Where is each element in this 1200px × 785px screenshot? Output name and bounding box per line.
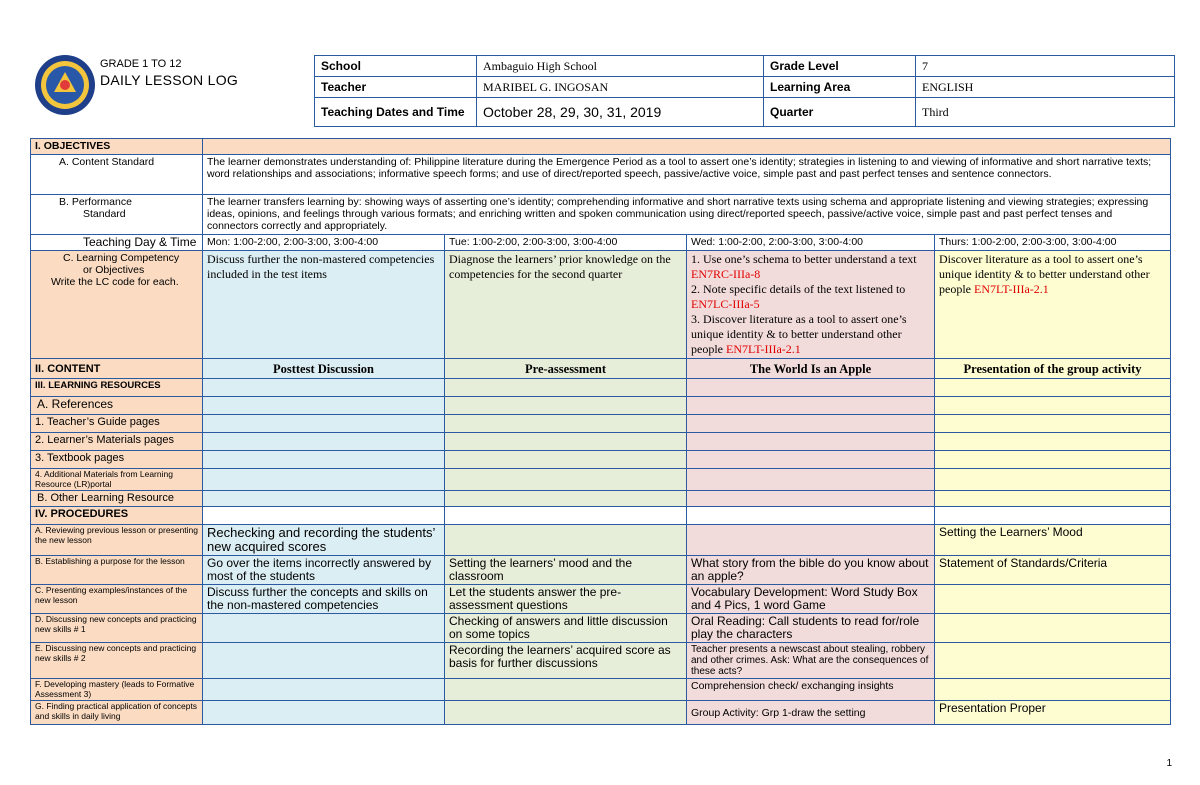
lc-code: EN7LT-IIIa-2.1 <box>974 282 1049 296</box>
content-standard-label: A. Content Standard <box>31 155 203 195</box>
procedure-row <box>31 556 1171 585</box>
empty-cell <box>687 507 935 525</box>
lc-label-line: C. Learning Competency <box>63 252 180 264</box>
grade-value: 7 <box>916 56 1175 77</box>
school-value: Ambaguio High School <box>477 56 764 77</box>
empty-cell <box>445 415 687 433</box>
procedure-label: E. Discussing new concepts and practicing new skills # 2 <box>31 643 203 679</box>
objectives-heading-fill <box>203 139 1171 155</box>
grade-range: GRADE 1 TO 12 <box>100 58 182 70</box>
quarter-label: Quarter <box>764 98 916 127</box>
performance-standard-row <box>31 195 1171 235</box>
procedure-mon <box>203 701 445 725</box>
lc-mon: Discuss further the non-mastered competencies included in the test items <box>203 251 445 359</box>
procedure-thu <box>935 643 1171 679</box>
resources-row <box>31 379 1171 397</box>
empty-cell <box>687 379 935 397</box>
teaching-day-label: Teaching Day & Time <box>31 235 203 251</box>
content-row <box>31 359 1171 379</box>
performance-label-line: B. Performance <box>59 196 132 208</box>
resources-row <box>31 433 1171 451</box>
empty-cell <box>935 433 1171 451</box>
procedure-mon: Go over the items incorrectly answered by most of the students <box>203 556 445 585</box>
procedure-thu <box>935 614 1171 643</box>
procedure-row <box>31 701 1171 725</box>
procedures-heading: IV. PROCEDURES <box>31 507 203 525</box>
dates-value: October 28, 29, 30, 31, 2019 <box>477 98 764 127</box>
lc-tue: Diagnose the learners’ prior knowledge on the competencies for the second quarter <box>445 251 687 359</box>
empty-cell <box>687 433 935 451</box>
topic-tue: Pre-assessment <box>445 359 687 379</box>
procedure-row <box>31 614 1171 643</box>
lc-wed <box>687 251 935 359</box>
page-number: 1 <box>1166 758 1172 769</box>
resources-row <box>31 491 1171 507</box>
procedure-tue: Checking of answers and little discussion on some topics <box>445 614 687 643</box>
procedure-wed: Oral Reading: Call students to read for/role play the characters <box>687 614 935 643</box>
resources-heading: III. LEARNING RESOURCES <box>31 379 203 397</box>
dates-label: Teaching Dates and Time <box>315 98 477 127</box>
procedure-label: B. Establishing a purpose for the lesson <box>31 556 203 585</box>
lc-wed-item: 1. Use one’s schema to better understand a text <box>691 252 917 266</box>
procedure-tue: Let the students answer the pre-assessment questions <box>445 585 687 614</box>
quarter-value: Third <box>916 98 1175 127</box>
lr-label: 4. Additional Materials from Learning Resource (LR)portal <box>31 469 203 491</box>
tg-label: 1. Teacher’s Guide pages <box>31 415 203 433</box>
grade-label: Grade Level <box>764 56 916 77</box>
tb-label: 3. Textbook pages <box>31 451 203 469</box>
empty-cell <box>687 469 935 491</box>
teaching-day-row <box>31 235 1171 251</box>
procedure-row <box>31 643 1171 679</box>
day-mon: Mon: 1:00-2:00, 2:00-3:00, 3:00-4:00 <box>203 235 445 251</box>
empty-cell <box>203 469 445 491</box>
procedure-tue: Recording the learners’ acquired score as basis for further discussions <box>445 643 687 679</box>
empty-cell <box>935 491 1171 507</box>
empty-cell <box>203 397 445 415</box>
content-standard-row <box>31 155 1171 195</box>
procedures-heading-row <box>31 507 1171 525</box>
teacher-value: MARIBEL G. INGOSAN <box>477 77 764 98</box>
procedure-mon <box>203 643 445 679</box>
procedure-label: G. Finding practical application of concepts and skills in daily living <box>31 701 203 725</box>
info-table <box>314 55 1175 127</box>
empty-cell <box>203 415 445 433</box>
procedure-mon <box>203 679 445 701</box>
procedure-label: F. Developing mastery (leads to Formative Assessment 3) <box>31 679 203 701</box>
empty-cell <box>935 451 1171 469</box>
content-heading: II. CONTENT <box>31 359 203 379</box>
empty-cell <box>203 451 445 469</box>
procedure-thu <box>935 585 1171 614</box>
lc-wed-item: 3. Discover literature as a tool to assert one’s unique identity & to better understand other people <box>691 312 907 356</box>
procedure-thu <box>935 679 1171 701</box>
deped-seal-icon <box>34 54 96 116</box>
empty-cell <box>935 379 1171 397</box>
references-label: A. References <box>31 397 203 415</box>
empty-cell <box>687 397 935 415</box>
procedure-mon: Discuss further the concepts and skills on the non-mastered competencies <box>203 585 445 614</box>
empty-cell <box>935 415 1171 433</box>
procedure-tue <box>445 525 687 556</box>
procedure-label: C. Presenting examples/instances of the new lesson <box>31 585 203 614</box>
other-resource-label: B. Other Learning Resource <box>31 491 203 507</box>
empty-cell <box>935 469 1171 491</box>
resources-row <box>31 415 1171 433</box>
empty-cell <box>687 451 935 469</box>
topic-thu: Presentation of the group activity <box>935 359 1171 379</box>
procedure-mon <box>203 614 445 643</box>
procedure-row <box>31 525 1171 556</box>
lc-code: EN7LT-IIIa-2.1 <box>726 342 801 356</box>
empty-cell <box>203 507 445 525</box>
empty-cell <box>445 397 687 415</box>
resources-row <box>31 451 1171 469</box>
procedure-wed: Teacher presents a newscast about stealing, robbery and other crimes. Ask: What are the consequences of these acts? <box>687 643 935 679</box>
performance-standard-text: The learner transfers learning by: showing ways of asserting one’s identity; comprehending informative and short narrative texts using schema and appropriate listening and viewing strategies; expressing ideas, opinions, and feelings through various formats; and enriching written and spoken communication using direct/reported speech, passive/active voice, simple past and past perfect tenses and connectors correctly and appropriately. <box>203 195 1171 235</box>
log-title: DAILY LESSON LOG <box>100 72 239 88</box>
procedure-thu: Presentation Proper <box>935 701 1171 725</box>
procedure-thu: Setting the Learners’ Mood <box>935 525 1171 556</box>
empty-cell <box>687 415 935 433</box>
empty-cell <box>445 491 687 507</box>
area-label: Learning Area <box>764 77 916 98</box>
lesson-log-table <box>30 138 1171 725</box>
info-row <box>315 77 1175 98</box>
lc-code: EN7RC-IIIa-8 <box>691 267 761 281</box>
procedure-row <box>31 585 1171 614</box>
empty-cell <box>445 379 687 397</box>
content-standard-text: The learner demonstrates understanding of: Philippine literature during the Emergence Period as a tool to assert one’s identity; strategies in listening to and viewing of informative and short narrative texts; word relationships and associations; informative speech forms; and use of direct/reported speech, passive/active voice, simple past and past perfect tenses and sentence connectors. <box>203 155 1171 195</box>
empty-cell <box>445 507 687 525</box>
empty-cell <box>687 491 935 507</box>
info-row <box>315 56 1175 77</box>
resources-row <box>31 397 1171 415</box>
lc-thu-item: Discover literature as a tool to assert one’s unique identity & to better understand other people <box>939 252 1150 296</box>
learning-competency-row <box>31 251 1171 359</box>
learning-competency-label <box>31 251 203 359</box>
teacher-label: Teacher <box>315 77 477 98</box>
empty-cell <box>935 507 1171 525</box>
procedure-tue: Setting the learners’ mood and the classroom <box>445 556 687 585</box>
objectives-heading: I. OBJECTIVES <box>31 139 203 155</box>
procedure-row <box>31 679 1171 701</box>
procedure-wed: Comprehension check/ exchanging insights <box>687 679 935 701</box>
procedure-wed: Group Activity: Grp 1-draw the setting <box>687 701 935 725</box>
empty-cell <box>203 379 445 397</box>
day-thu: Thurs: 1:00-2:00, 2:00-3:00, 3:00-4:00 <box>935 235 1171 251</box>
area-value: ENGLISH <box>916 77 1175 98</box>
empty-cell <box>203 433 445 451</box>
performance-standard-label <box>31 195 203 235</box>
topic-wed: The World Is an Apple <box>687 359 935 379</box>
resources-row <box>31 469 1171 491</box>
procedure-thu: Statement of Standards/Criteria <box>935 556 1171 585</box>
lc-thu <box>935 251 1171 359</box>
empty-cell <box>203 491 445 507</box>
empty-cell <box>445 451 687 469</box>
day-wed: Wed: 1:00-2:00, 2:00-3:00, 3:00-4:00 <box>687 235 935 251</box>
empty-cell <box>445 469 687 491</box>
lc-code: EN7LC-IIIa-5 <box>691 297 760 311</box>
performance-label-line: Standard <box>83 208 126 220</box>
procedure-wed: Vocabulary Development: Word Study Box and 4 Pics, 1 word Game <box>687 585 935 614</box>
procedure-wed: What story from the bible do you know about an apple? <box>687 556 935 585</box>
procedure-label: A. Reviewing previous lesson or presenting the new lesson <box>31 525 203 556</box>
school-label: School <box>315 56 477 77</box>
procedure-mon: Rechecking and recording the students’ new acquired scores <box>203 525 445 556</box>
day-tue: Tue: 1:00-2:00, 2:00-3:00, 3:00-4:00 <box>445 235 687 251</box>
info-row <box>315 98 1175 127</box>
lc-wed-item: 2. Note specific details of the text listened to <box>691 282 906 296</box>
lc-label-line: Write the LC code for each. <box>51 276 179 288</box>
lc-label-line: or Objectives <box>83 264 145 276</box>
empty-cell <box>445 433 687 451</box>
procedure-label: D. Discussing new concepts and practicing new skills # 1 <box>31 614 203 643</box>
topic-mon: Posttest Discussion <box>203 359 445 379</box>
procedure-tue <box>445 679 687 701</box>
lm-label: 2. Learner’s Materials pages <box>31 433 203 451</box>
procedure-wed <box>687 525 935 556</box>
section-row <box>31 139 1171 155</box>
empty-cell <box>935 397 1171 415</box>
procedure-tue <box>445 701 687 725</box>
